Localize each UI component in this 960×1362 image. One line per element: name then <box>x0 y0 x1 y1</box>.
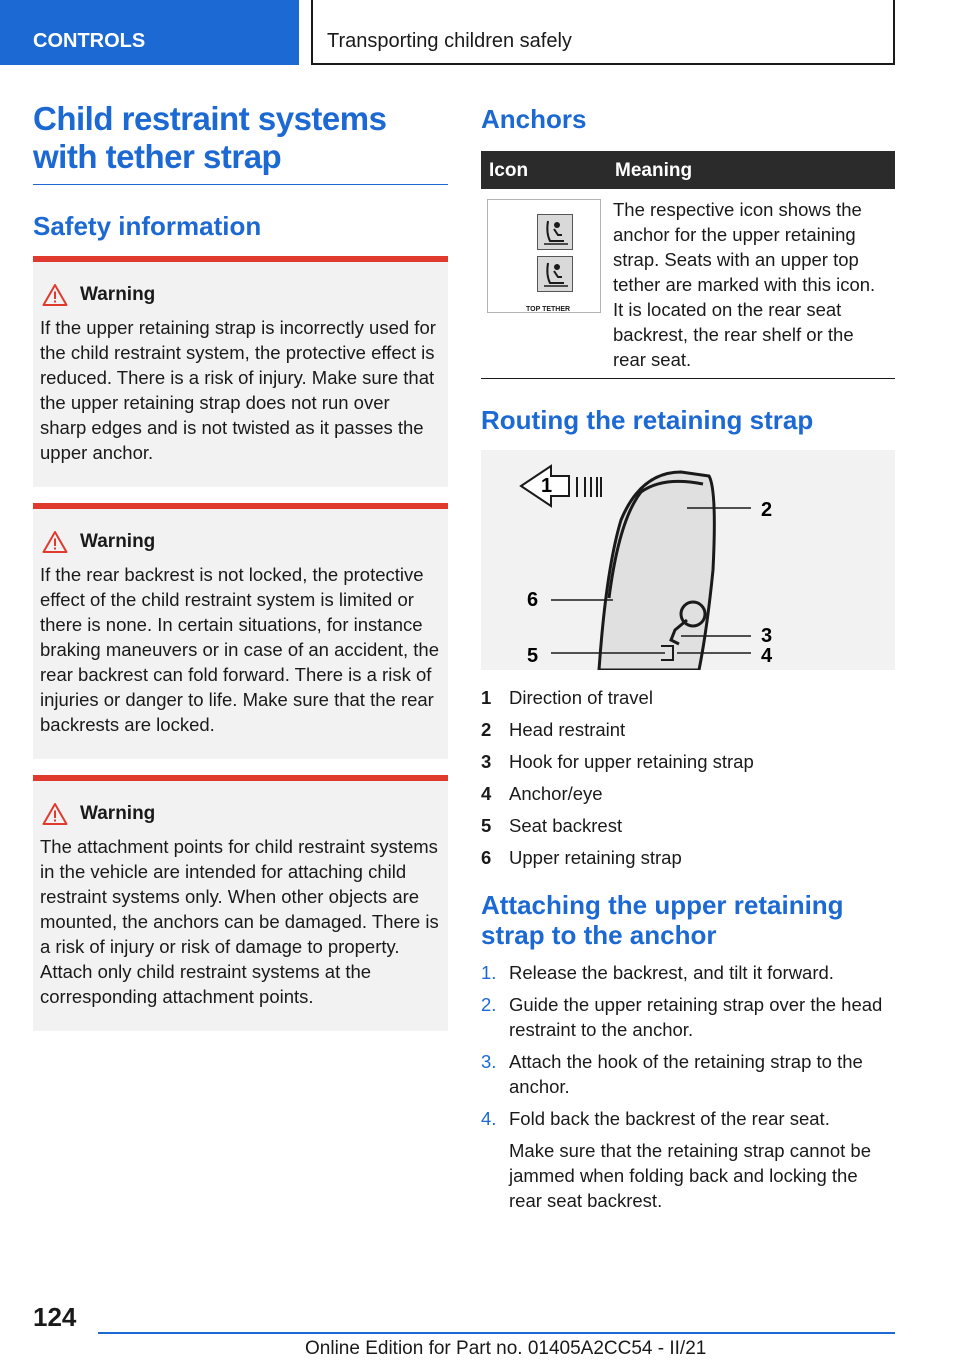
top-tether-icon <box>487 199 601 313</box>
steps-list <box>481 960 895 1213</box>
legend-label: Direction of travel <box>509 687 653 708</box>
section-tab <box>0 0 299 65</box>
routing-illustration <box>481 450 895 670</box>
legend-label: Upper retaining strap <box>509 847 682 868</box>
page-title: Child restraint systems with tether strap <box>33 100 448 185</box>
list-item <box>481 1106 895 1131</box>
right-column <box>481 100 895 1213</box>
anchors-heading: Anchors <box>481 104 587 134</box>
legend-number: 5 <box>481 815 492 836</box>
step-number: 4. <box>481 1108 497 1129</box>
warning-box <box>33 256 448 487</box>
step-text: Fold back the backrest of the rear seat. <box>509 1108 830 1129</box>
meaning-cell: The respective icon shows the anchor for the upper retaining strap. Seats with an upper top tether are marked with this icon. It is located on the rear seat backrest, the rear shelf or the rear seat. <box>607 189 895 379</box>
table-row <box>481 189 895 379</box>
figure-callout-4: 4 <box>761 645 773 667</box>
figure-callout-2: 2 <box>761 499 773 521</box>
warning-box <box>33 775 448 1031</box>
retaining-strap-diagram <box>481 450 895 670</box>
warning-triangle-icon <box>42 802 68 826</box>
list-item <box>481 1049 895 1099</box>
left-column <box>33 100 448 1047</box>
warning-triangle-icon <box>42 530 68 554</box>
warning-triangle-icon <box>42 283 68 307</box>
warning-text: If the rear backrest is not locked, the protective effect of the child restraint system is limited or there is none. In certain situations, for instance braking maneuvers or in case of an accident, the rear backrest can fold forward. There is a risk of injuries or danger to life. Make sure that the rear backrests are locked. <box>40 564 440 735</box>
warning-title: Warning <box>80 284 156 305</box>
list-item <box>481 960 895 985</box>
legend-label: Seat backrest <box>509 815 623 836</box>
top-tether-label: TOP TETHER <box>526 306 571 313</box>
chapter-header <box>311 0 895 65</box>
warning-title: Warning <box>80 803 156 824</box>
legend-number: 4 <box>481 783 492 804</box>
attach-heading: Attaching the upper retaining strap to the anchor <box>481 890 844 950</box>
anchors-table <box>481 151 895 379</box>
legend-number: 1 <box>481 687 492 708</box>
column-header-icon: Icon <box>481 151 607 189</box>
step-text: Attach the hook of the retaining strap to the anchor. <box>509 1051 863 1097</box>
warning-text: The attachment points for child restraint systems in the vehicle are intended for attaching child restraint systems only. When other objects are mounted, the anchors can be damaged. There is a risk of injury or risk of damage to property. Attach only child restraint systems at the corresponding attachment points. <box>40 836 439 1007</box>
list-item <box>481 682 895 714</box>
warning-title: Warning <box>80 531 156 552</box>
footer-divider <box>98 1332 895 1334</box>
list-item <box>481 778 895 810</box>
step-text: Release the backrest, and tilt it forward. <box>509 962 834 983</box>
list-item <box>481 746 895 778</box>
step-text: Guide the upper retaining strap over the head restraint to the anchor. <box>509 994 883 1040</box>
figure-callout-3: 3 <box>761 625 773 647</box>
legend-label: Hook for upper retaining strap <box>509 751 754 772</box>
list-item <box>481 810 895 842</box>
chapter-label: Transporting children safely <box>327 30 572 52</box>
step-number: 3. <box>481 1051 497 1072</box>
child-seat-icon <box>537 256 573 292</box>
figure-legend <box>481 682 895 874</box>
footer-edition: Online Edition for Part no. 01405A2CC54 - II/21 <box>305 1338 707 1359</box>
step-note: Make sure that the retaining strap cannot be jammed when folding back and locking the rear seat backrest. <box>509 1140 871 1211</box>
list-item <box>481 842 895 874</box>
child-seat-icon <box>537 214 573 250</box>
legend-number: 2 <box>481 719 492 740</box>
warning-box <box>33 503 448 759</box>
routing-heading: Routing the retaining strap <box>481 405 814 435</box>
legend-label: Anchor/eye <box>509 783 603 804</box>
figure-callout-1: 1 <box>541 475 553 497</box>
legend-label: Head restraint <box>509 719 626 740</box>
legend-number: 3 <box>481 751 492 772</box>
page-number: 124 <box>33 1302 77 1332</box>
figure-callout-5: 5 <box>527 645 539 667</box>
list-item <box>481 992 895 1042</box>
warning-text: If the upper retaining strap is incorrectly used for the child restraint system, the protective effect is reduced. There is a risk of injury. Make sure that the upper retaining strap does not run over sharp edges and is not twisted as it passes the upper anchor. <box>40 317 436 463</box>
step-number: 2. <box>481 994 497 1015</box>
column-header-meaning: Meaning <box>607 151 895 189</box>
list-item <box>481 714 895 746</box>
legend-number: 6 <box>481 847 492 868</box>
step-number: 1. <box>481 962 497 983</box>
safety-subtitle: Safety information <box>33 211 262 241</box>
figure-callout-6: 6 <box>527 589 539 611</box>
section-label: CONTROLS <box>33 30 146 52</box>
